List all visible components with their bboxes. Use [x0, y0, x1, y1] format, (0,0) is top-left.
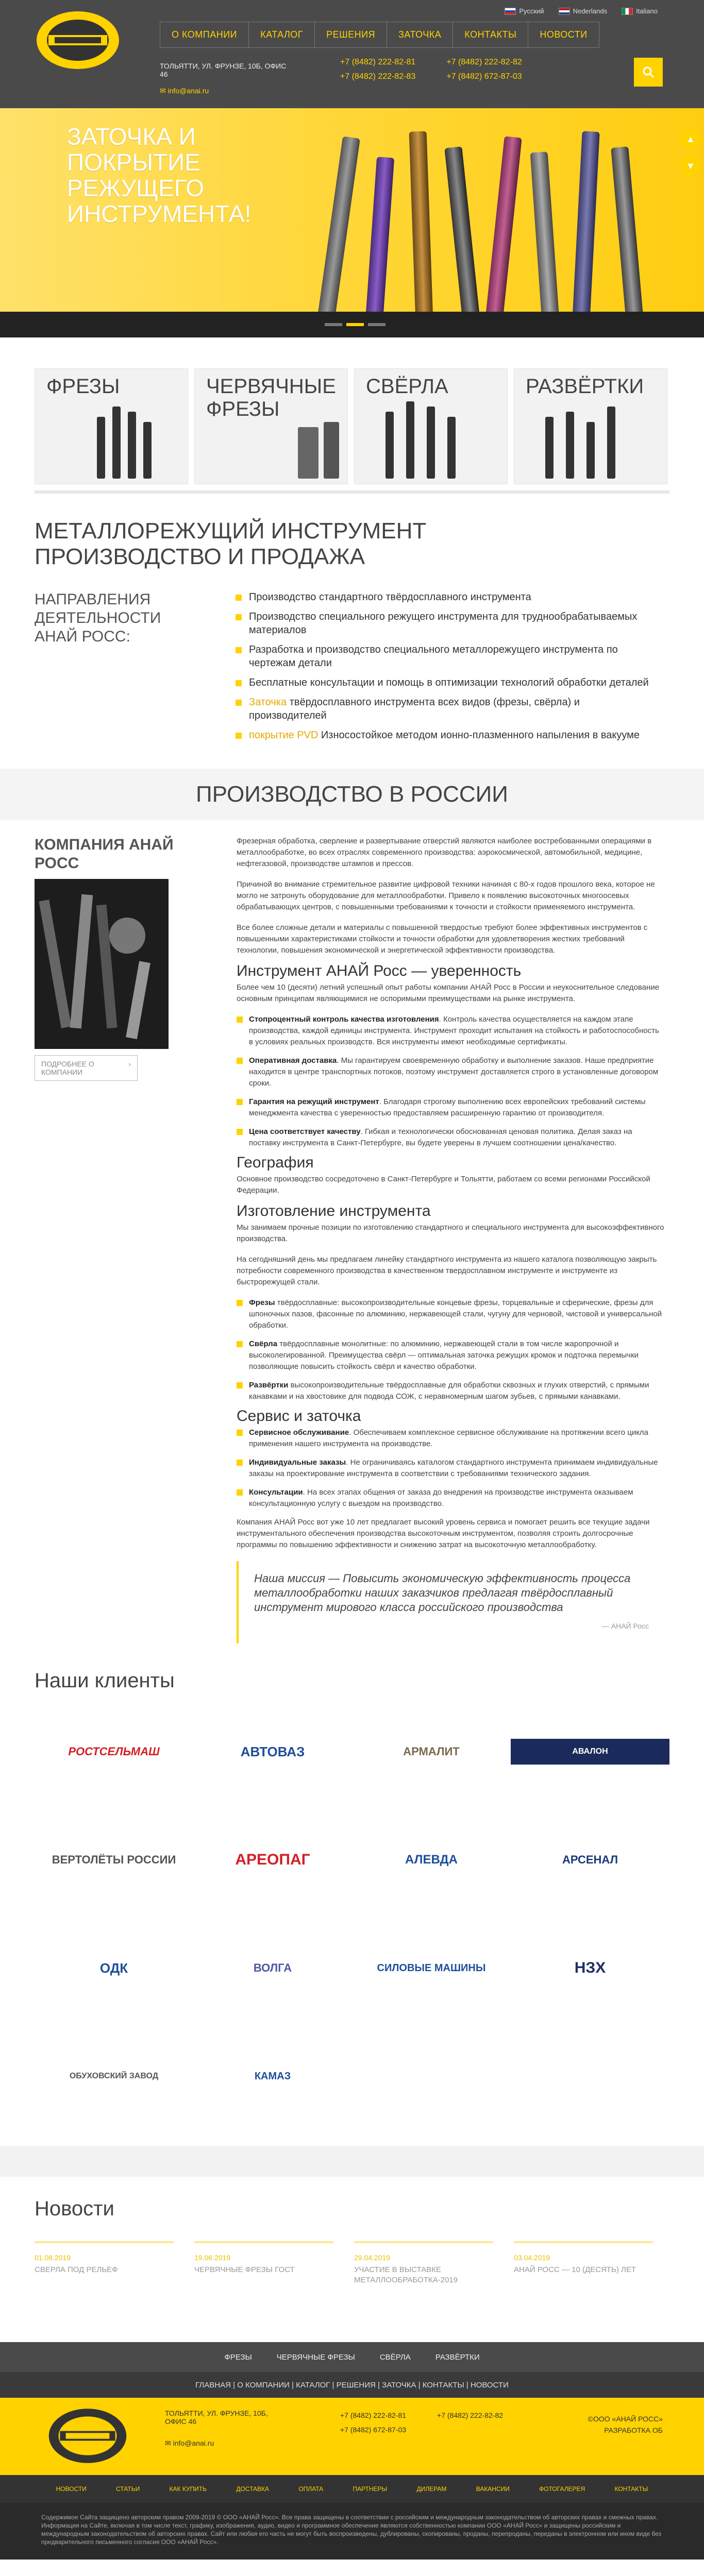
tool-image: [572, 131, 599, 312]
list-item: [237, 1457, 664, 1480]
list-text: твёрдосплавные: высокопроизводительные концевые фрезы, торцевальные и сферические, фрезы для шпоночных пазов, фасонные по алюминию, нержавеющей стали, чугуну для черновой, чистовой и универсальной обработки.: [249, 1298, 662, 1330]
tool-image: [409, 131, 433, 312]
nav-news[interactable]: НОВОСТИ: [528, 22, 599, 48]
hero-title: ЗАТОЧКА И ПОКРЫТИЕ РЕЖУЩЕГО ИНСТРУМЕНТА!: [67, 123, 252, 227]
tool-image: [444, 146, 480, 312]
client-logo: КАМАЗ: [254, 2070, 291, 2082]
client-logo: РОСТСЕЛЬМАШ: [68, 1745, 160, 1758]
list-item: Производство стандартного твёрдосплавного инструмента: [236, 590, 658, 604]
email-text: info@anai.ru: [167, 87, 209, 95]
phone-link[interactable]: +7 (8482) 222-82-81: [340, 2411, 407, 2419]
slider-dot-active[interactable]: [346, 323, 364, 326]
footer-link[interactable]: ФОТОГАЛЕРЕЯ: [539, 2485, 585, 2493]
list-item: [237, 1487, 664, 1510]
footer-link[interactable]: ВАКАНСИИ: [476, 2485, 510, 2493]
category-drills[interactable]: [354, 368, 508, 484]
list-item: Разработка и производство специального металлорежущего инструмента по чертежам детали: [236, 643, 658, 670]
news-item[interactable]: [35, 2241, 174, 2285]
news-title-text: АНАЙ РОСС — 10 (ДЕСЯТЬ) ЛЕТ: [514, 2265, 636, 2274]
flag-it-icon: [622, 8, 633, 15]
phone-link[interactable]: +7 (8482) 222-82-81: [340, 58, 416, 66]
client-logo: АРМАЛИТ: [403, 1745, 460, 1758]
slider-dots: [325, 323, 385, 326]
tool-image: [324, 422, 339, 479]
tool-image: [406, 401, 414, 479]
bold-text: Сервисное обслуживание: [249, 1428, 349, 1437]
news-item[interactable]: [194, 2241, 333, 2285]
footer-link[interactable]: СТАТЬИ: [116, 2485, 140, 2493]
client-logo: ОДК: [99, 1960, 128, 1976]
client-logo: АЛЕВДА: [405, 1853, 458, 1867]
bold-text: Цена соответствует качеству: [249, 1127, 361, 1136]
quote-signature: — АНАЙ Росс: [601, 1622, 649, 1630]
lang-label: Nederlands: [573, 7, 608, 15]
client-logo: АВАЛОН: [511, 1739, 669, 1765]
lang-nl[interactable]: [559, 7, 608, 15]
header-address: ТОЛЬЯТТИ, УЛ. ФРУНЗЕ, 10Б, ОФИС 46: [160, 62, 287, 78]
paragraph: Компания АНАЙ Росс вот уже 10 лет предлагает высокий уровень сервиса и помогает решить все текущие задачи инструментального обеспечения производства высокоточным инструментом, позволяя строить долгосрочные программы по повышению эффективности и снижению затрат на высокоточную металлообработку.: [237, 1518, 650, 1549]
category-title: СВЁРЛА: [366, 375, 448, 398]
subheading: Сервис и заточка: [237, 1408, 361, 1425]
footer-nav-drills[interactable]: СВЁРЛА: [379, 2352, 411, 2362]
list-item: Производство специального режущего инструмента для труднообрабатываемых материалов: [236, 610, 658, 637]
list-text: . Контроль качества осуществляется на каждом этапе производства, каждой единицы инструмента. Инструмент проходит испытания на стойкость и работоспособность в условиях реальных производств. Вся инструменты имеют необходимые сертификаты.: [249, 1015, 659, 1046]
copyright-text: ©ООО «АНАЙ РОСС»: [588, 2415, 663, 2423]
list-text: твёрдосплавные монолитные: по алюминию, нержавеющей стали в том числе жаропрочной и высоколегированной. Преимущества свёрл — оптимальная заточка режущих кромок и подточка перемычки позволяющие повысить стойкость свёрл и качество обработки.: [249, 1340, 639, 1371]
section-band: [0, 769, 704, 820]
tool-image: [365, 157, 394, 312]
bold-text: Стопроцентный контроль качества изготовления: [249, 1015, 439, 1024]
list-text: . Гибкая и технологически обоснованная ценовая политика. Делая заказ на поставку инструмента в Санкт-Петербурге, вы будете уверены в лучшем соотношении цена/качество.: [249, 1127, 632, 1147]
client-logo: ОБУХОВСКИЙ ЗАВОД: [69, 2072, 159, 2080]
subheading: Инструмент АНАЙ Росс — уверенность: [237, 962, 522, 979]
tool-image: [112, 406, 121, 479]
paragraph: Более чем 10 (десяти) летний успешный опыт работы компании АНАЙ Росс в России и неукоснительное следование основным принципам являющимися не оспоримыми преимуществами на рынке инструмента.: [237, 983, 660, 1003]
subheading: География: [237, 1154, 314, 1171]
category-mills[interactable]: [35, 368, 188, 484]
paragraph: Мы занимаем прочные позиции по изготовлению стандартного и специального инструмента для высокоэффективного производства.: [237, 1223, 664, 1243]
tool-image: [530, 151, 560, 312]
search-button[interactable]: [634, 58, 663, 87]
category-title: ЧЕРВЯЧНЫЕ ФРЕЗЫ: [206, 375, 336, 420]
list-item: [237, 1380, 664, 1402]
news-item[interactable]: [354, 2241, 493, 2285]
list-text: . Обеспечиваем комплексное сервисное обслуживание на протяжении всего цикла применения нашего инструмента на производстве.: [249, 1428, 649, 1448]
bold-text: Свёрла: [249, 1340, 278, 1348]
client-logo: АРЕОПАГ: [235, 1851, 310, 1868]
lang-it[interactable]: [622, 7, 658, 15]
list-item: [236, 728, 658, 742]
list-item: [237, 1055, 664, 1089]
tool-image: [586, 422, 595, 479]
bold-text: Консультации: [249, 1488, 303, 1497]
chevron-right-icon: ›: [128, 1060, 131, 1068]
client-logo: ВОЛГА: [253, 1961, 292, 1974]
footer-logo[interactable]: [46, 2405, 129, 2467]
company-image: [35, 879, 169, 1049]
products-list: [237, 1297, 664, 1402]
service-list: [237, 1427, 664, 1510]
footer-address: ТОЛЬЯТТИ, УЛ. ФРУНЗЕ, 10Б, ОФИС 46: [165, 2409, 268, 2426]
flag-nl-icon: [559, 8, 570, 15]
news-date: 01.08.2019: [35, 2253, 71, 2262]
news-list: [35, 2241, 669, 2285]
footer-nav-reamers[interactable]: РАЗВЁРТКИ: [435, 2352, 480, 2362]
tool-image: [566, 412, 574, 479]
nav-solutions[interactable]: РЕШЕНИЯ: [314, 22, 387, 48]
flag-ru-icon: [505, 8, 516, 15]
copyright: [588, 2413, 663, 2436]
footer-main: [0, 2398, 704, 2475]
footer-link[interactable]: ПАРТНЕРЫ: [353, 2485, 388, 2493]
list-text: твёрдосплавного инструмента всех видов (фрезы, свёрла) и производителей: [249, 697, 580, 721]
news-date: 03.04.2019: [514, 2253, 550, 2262]
tools-image: [35, 879, 169, 1049]
list-text: высокопроизводительные твёрдосплавные для обработки сквозных и глухих отверстий, с прямыми канавками и на хвостовике для подвода СОЖ, с неравномерным шагом зубьев, с прямыми канавками.: [249, 1381, 649, 1401]
nav-catalog[interactable]: КАТАЛОГ: [248, 22, 315, 48]
article: [35, 836, 669, 1643]
directions-list: [236, 590, 658, 748]
footer-email[interactable]: ✉ info@anai.ru: [165, 2439, 214, 2447]
language-switcher: [505, 7, 658, 15]
slider-dot[interactable]: [325, 323, 342, 326]
footer-link[interactable]: НОВОСТИ: [56, 2485, 87, 2493]
nav-about[interactable]: О КОМПАНИИ: [160, 22, 249, 48]
tool-image: [607, 406, 615, 479]
list-item: [237, 1427, 664, 1450]
list-text: Износостойкое метoдом ионно-плазменного напыления в вакууме: [321, 730, 640, 741]
category-tiles: [35, 368, 669, 484]
subheading: Изготовление инструмента: [237, 1202, 431, 1219]
slider-down-button[interactable]: ▼: [680, 156, 701, 176]
client-logo: АВТОВАЗ: [240, 1743, 305, 1759]
footer-links[interactable]: ГЛАВНАЯ | О КОМПАНИИ | КАТАЛОГ | РЕШЕНИЯ | ЗАТОЧКА | КОНТАКТЫ | НОВОСТИ: [0, 2372, 704, 2398]
bold-text: Развёртки: [249, 1381, 289, 1389]
page-title: МЕТАЛЛОРЕЖУЩИЙ ИНСТРУМЕНТ ПРОИЗВОДСТВО И ПРОДАЖА: [35, 518, 427, 569]
category-hob-mills[interactable]: [194, 368, 348, 484]
tool-image: [427, 406, 435, 479]
tool-image: [545, 417, 554, 479]
category-reamers[interactable]: [514, 368, 667, 484]
news-title-text: СВЕРЛА ПОД РЕЛЬЕФ: [35, 2265, 118, 2274]
list-item: [237, 1014, 664, 1048]
company-card: [35, 836, 179, 1643]
footer-nav-mills[interactable]: ФРЕЗЫ: [224, 2352, 252, 2362]
news-title-text: УЧАСТИЕ В ВЫСТАВКЕ МЕТАЛЛООБРАБОТКА-2019: [354, 2265, 458, 2284]
phone-link[interactable]: +7 (8482) 672-87-03: [446, 72, 522, 81]
tool-image: [385, 412, 394, 479]
list-text: . Благодаря строгому выполнению всех европейских требований системы менеджмента качества с уверенностью предоставляем расширенную гарантию от производителя.: [249, 1097, 646, 1117]
legal-text: Содержимое Сайта защищено авторским правом 2009-2019 © ООО «АНАЙ Росс». Все права защищены в соответствии с российским и международным законодательством об авторских правах и смежных правах. Информация на Сайте, включая в том числе текст, графику, изображения, аудио, видео и программное обеспечение являются собственностью компании ООО «АНАЙ Росс» и защищены российским и международным законодательством об авторских правах. Сайт или любая его часть не могут быть воспроизведены, дублированы, скопированы, проданы, перепроданы, переданы в электронном или ином виде без предварительного письменного согласия ООО «АНАЙ Росс».: [0, 2503, 704, 2560]
phone-link[interactable]: +7 (8482) 672-87-03: [340, 2426, 407, 2434]
list-item: [237, 1126, 664, 1149]
section-title: ПРОИЗВОДСТВО В РОССИИ: [196, 782, 508, 807]
bold-text: Индивидуальные заказы: [249, 1458, 346, 1467]
directions-title: НАПРАВЛЕНИЯ ДЕЯТЕЛЬНОСТИ АНАЙ РОСС:: [35, 591, 161, 645]
category-divider: [35, 490, 669, 494]
client-logo: СИЛОВЫЕ МАШИНЫ: [377, 1962, 486, 1974]
news-date: 19.06.2019: [194, 2253, 231, 2262]
list-text: . Мы гарантируем своевременную обработку и выполнение заказов. Наше предприятие находится в центре транспортных потоков, поэтому инструмент доставляется строго в установленные договором сроки.: [249, 1056, 659, 1088]
client-logo: ВЕРТОЛЁТЫ РОССИИ: [52, 1853, 176, 1866]
tool-image: [485, 136, 522, 312]
directions-block: [35, 590, 669, 748]
company-title: КОМПАНИЯ АНАЙ РОСС: [35, 836, 174, 872]
footer-nav-hob-mills[interactable]: ЧЕРВЯЧНЫЕ ФРЕЗЫ: [276, 2352, 355, 2362]
footer-link[interactable]: ДИЛЕРАМ: [416, 2485, 447, 2493]
phone-link[interactable]: +7 (8482) 222-82-82: [437, 2411, 504, 2419]
category-title: РАЗВЁРТКИ: [526, 375, 644, 398]
footer-phones: [340, 2411, 557, 2434]
slider-nav: [0, 312, 704, 337]
bold-text: Гарантия на режущий инструмент: [249, 1097, 379, 1106]
button-label: ПОДРОБНЕЕ О КОМПАНИИ: [41, 1060, 94, 1076]
search-icon: [642, 66, 655, 78]
bold-text: Оперативная доставка: [249, 1056, 337, 1065]
more-about-company-button[interactable]: [35, 1055, 138, 1081]
list-item: Бесплатные консультации и помощь в оптимизации технологий обработки деталей: [236, 676, 658, 689]
hero-banner: [0, 108, 704, 312]
list-item: [237, 1338, 664, 1372]
clients-divider: [0, 2146, 704, 2177]
paragraph: Основное производство сосредоточено в Санкт-Петербурге и Тольятти, работаем со всеми регионами Российской Федерации.: [237, 1175, 650, 1195]
footer-link[interactable]: ДОСТАВКА: [236, 2485, 270, 2493]
lang-label: Italiano: [636, 7, 658, 15]
pvd-link[interactable]: покрытие PVD: [249, 730, 319, 741]
category-title: ФРЕЗЫ: [46, 375, 120, 398]
lang-label: Русский: [519, 7, 544, 15]
main-nav: [160, 22, 599, 48]
footer-catalog-nav: [0, 2342, 704, 2372]
quote-text: Наша миссия — Повысить экономическую эффективность процесса металлообработки наших заказчиков предлагая твёрдосплавный инструмент мирового класса российского производства: [254, 1572, 631, 1614]
list-item: [237, 1096, 664, 1119]
tool-image: [317, 136, 360, 312]
client-logo: АРСЕНАЛ: [562, 1853, 618, 1866]
news-title-text: ЧЕРВЯЧНЫЕ ФРЕЗЫ ГОСТ: [194, 2265, 295, 2274]
developer-link[interactable]: РАЗРАБОТКА ОБ: [604, 2426, 663, 2434]
footer-bar: [0, 2475, 704, 2503]
tool-image: [143, 422, 152, 479]
header-phones: [340, 58, 608, 81]
nav-sharpening[interactable]: ЗАТОЧКА: [387, 22, 453, 48]
paragraph: На сегодняшний день мы предлагаем линейку стандартного инструмента из нашего каталога позволяющую закрыть потребности современного производства в качественном твердосплавном инструменте и инструменте из быстрорежущей стали.: [237, 1255, 657, 1286]
footer-link[interactable]: КОНТАКТЫ: [614, 2485, 648, 2493]
site-header: [0, 0, 704, 108]
slider-dot[interactable]: [368, 323, 385, 326]
paragraph: Причиной во внимание стремительное развитие цифровой техники начиная с 80-х годов прошлого века, которое не могло не затронуть оборудование для металлообработки. Привело к появлению высокоточных многоосевых обрабатывающих центров, с повышенными требованиями к точности и стойкости применяемого инструмента.: [237, 880, 655, 911]
slider-up-button[interactable]: ▲: [680, 129, 701, 149]
sharpening-link[interactable]: Заточка: [249, 697, 287, 708]
news-item[interactable]: [514, 2241, 653, 2285]
paragraph: Фрезерная обработка, сверление и развертывание отверстий являются наиболее востребованными операциями в металлообработке, во всех отраслях современного производства: аэрокосмической, автомобильной, медицине, нефтегазовой, производстве штампов и прессов.: [237, 837, 652, 868]
email-text: info@anai.ru: [173, 2439, 214, 2447]
tool-image: [298, 427, 319, 479]
list-text: . Не ограничиваясь каталогом стандартного инструмента принимаем индивидуальные заказы на проектирование инструмента в соответствии с требованиями технического задания.: [249, 1458, 658, 1478]
tool-image: [611, 146, 644, 312]
bold-text: Фрезы: [249, 1298, 275, 1307]
tool-image: [128, 412, 136, 479]
tool-image: [447, 417, 456, 479]
list-item: [237, 1297, 664, 1331]
nav-contacts[interactable]: КОНТАКТЫ: [452, 22, 528, 48]
news-title: Новости: [35, 2197, 114, 2220]
list-text: . На всех этапах общения от заказа до внедрения на производстве инструмента оказываем консультационную услугу с выездом на производство.: [249, 1488, 633, 1508]
clients-title: Наши клиенты: [35, 1669, 175, 1692]
news-date: 29.04.2019: [354, 2253, 391, 2262]
paragraph: Все более сложные детали и материалы с повышенной твердостью требуют более эффективных инструментов с повышенными характеристиками стойкости и точности обработки для удовлетворения жестких требований технологии, повышения экономической и энергетической эффективности производства.: [237, 923, 648, 955]
tool-image: [97, 417, 105, 479]
phone-link[interactable]: +7 (8482) 222-82-83: [340, 72, 416, 81]
footer-link[interactable]: КАК КУПИТЬ: [169, 2485, 207, 2493]
phone-link[interactable]: +7 (8482) 222-82-82: [446, 58, 522, 66]
mission-quote: [237, 1561, 664, 1643]
header-email[interactable]: ✉ info@anai.ru: [160, 87, 209, 95]
client-logo: НЗХ: [574, 1959, 606, 1976]
company-logo[interactable]: [34, 9, 122, 71]
footer-link[interactable]: ОПЛАТА: [298, 2485, 324, 2493]
article-text: [237, 836, 664, 1643]
advantages-list: [237, 1014, 664, 1149]
list-item: [236, 696, 658, 722]
lang-ru[interactable]: [505, 7, 544, 15]
clients-grid: [35, 1713, 669, 2115]
